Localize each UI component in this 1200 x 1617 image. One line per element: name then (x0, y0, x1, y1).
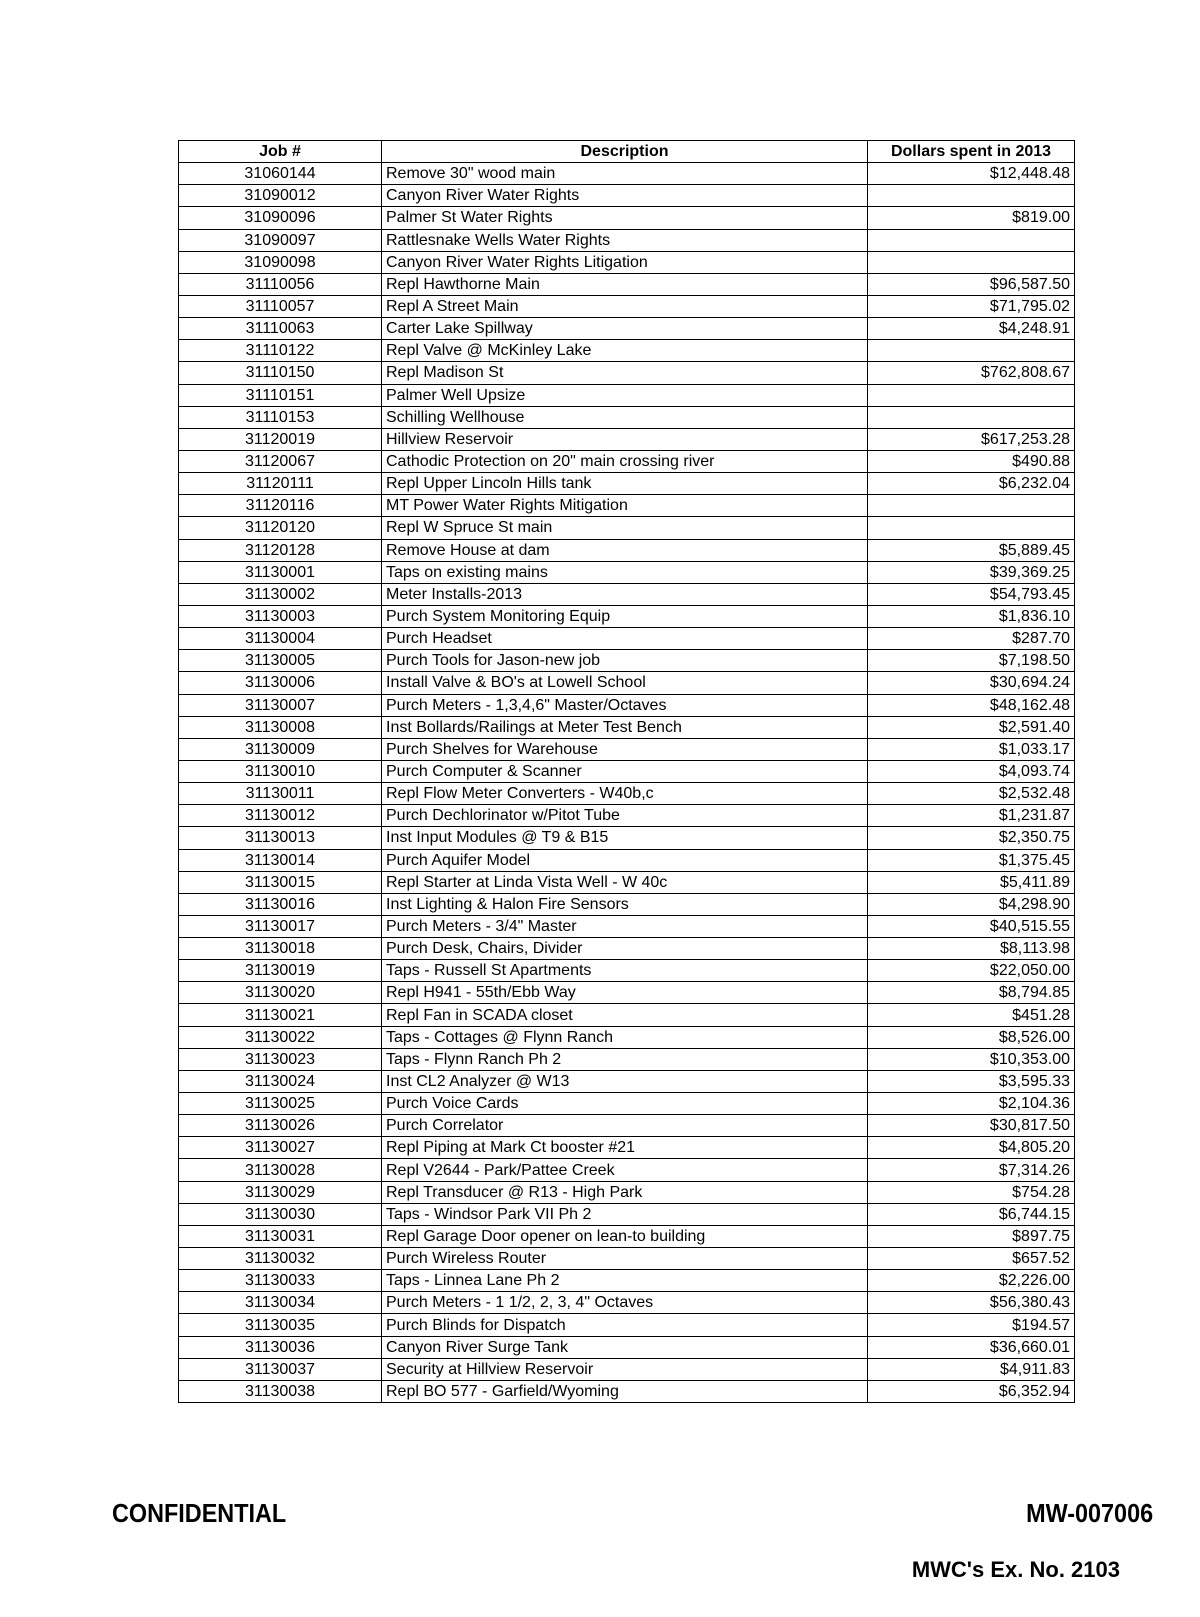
description-cell: Remove House at dam (382, 539, 868, 561)
table-row (179, 1137, 1075, 1159)
dollars-cell (868, 251, 1075, 273)
dollars-cell: $1,033.17 (868, 738, 1075, 760)
description-cell: Repl BO 577 - Garfield/Wyoming (382, 1380, 868, 1402)
table-row (179, 583, 1075, 605)
description-cell: MT Power Water Rights Mitigation (382, 495, 868, 517)
description-cell: Repl Upper Lincoln Hills tank (382, 473, 868, 495)
description-cell: Security at Hillview Reservoir (382, 1358, 868, 1380)
job-number-cell: 31130019 (179, 960, 382, 982)
job-number-cell: 31130010 (179, 760, 382, 782)
job-number-cell: 31060144 (179, 163, 382, 185)
dollars-cell: $2,591.40 (868, 716, 1075, 738)
document-id: MW-007006 (1026, 1498, 1153, 1528)
job-number-cell: 31130023 (179, 1048, 382, 1070)
description-cell: Canyon River Water Rights Litigation (382, 251, 868, 273)
job-number-cell: 31120019 (179, 428, 382, 450)
dollars-cell (868, 495, 1075, 517)
table-row (179, 938, 1075, 960)
table-row (179, 1314, 1075, 1336)
table-row (179, 672, 1075, 694)
table-row (179, 207, 1075, 229)
table-row (179, 295, 1075, 317)
dollars-cell: $5,411.89 (868, 871, 1075, 893)
dollars-cell: $3,595.33 (868, 1070, 1075, 1092)
table-row (179, 960, 1075, 982)
table-row (179, 1181, 1075, 1203)
dollars-cell: $897.75 (868, 1225, 1075, 1247)
job-number-cell: 31130014 (179, 849, 382, 871)
job-number-cell: 31130007 (179, 694, 382, 716)
description-cell: Taps - Linnea Lane Ph 2 (382, 1270, 868, 1292)
dollars-cell: $4,805.20 (868, 1137, 1075, 1159)
description-cell: Repl Madison St (382, 362, 868, 384)
dollars-cell: $2,226.00 (868, 1270, 1075, 1292)
job-number-cell: 31130032 (179, 1248, 382, 1270)
description-cell: Purch System Monitoring Equip (382, 605, 868, 627)
dollars-cell: $40,515.55 (868, 915, 1075, 937)
description-cell: Remove 30" wood main (382, 163, 868, 185)
job-number-cell: 31110151 (179, 384, 382, 406)
dollars-cell: $54,793.45 (868, 583, 1075, 605)
table-row (179, 450, 1075, 472)
job-number-cell: 31120067 (179, 450, 382, 472)
job-number-cell: 31130029 (179, 1181, 382, 1203)
description-cell: Purch Meters - 3/4" Master (382, 915, 868, 937)
table-row (179, 1248, 1075, 1270)
table-row (179, 982, 1075, 1004)
table-row (179, 915, 1075, 937)
table-row (179, 1292, 1075, 1314)
table-row (179, 628, 1075, 650)
dollars-cell (868, 517, 1075, 539)
job-number-cell: 31130020 (179, 982, 382, 1004)
table-row (179, 827, 1075, 849)
table-row (179, 805, 1075, 827)
table-body (179, 163, 1075, 1403)
description-cell: Repl Starter at Linda Vista Well - W 40c (382, 871, 868, 893)
description-cell: Repl H941 - 55th/Ebb Way (382, 982, 868, 1004)
description-cell: Taps - Russell St Apartments (382, 960, 868, 982)
job-number-cell: 31130008 (179, 716, 382, 738)
job-number-cell: 31130001 (179, 561, 382, 583)
description-cell: Palmer St Water Rights (382, 207, 868, 229)
job-number-cell: 31130030 (179, 1203, 382, 1225)
header-dollars-spent: Dollars spent in 2013 (868, 141, 1075, 163)
dollars-cell: $4,248.91 (868, 318, 1075, 340)
table-row (179, 163, 1075, 185)
description-cell: Purch Wireless Router (382, 1248, 868, 1270)
table-row (179, 849, 1075, 871)
dollars-cell: $8,113.98 (868, 938, 1075, 960)
description-cell: Hillview Reservoir (382, 428, 868, 450)
dollars-cell: $96,587.50 (868, 273, 1075, 295)
job-number-cell: 31120111 (179, 473, 382, 495)
description-cell: Cathodic Protection on 20" main crossing river (382, 450, 868, 472)
job-number-cell: 31120116 (179, 495, 382, 517)
job-number-cell: 31130015 (179, 871, 382, 893)
job-number-cell: 31110063 (179, 318, 382, 340)
table-row (179, 738, 1075, 760)
description-cell: Canyon River Water Rights (382, 185, 868, 207)
job-number-cell: 31130009 (179, 738, 382, 760)
confidential-label: CONFIDENTIAL (112, 1498, 287, 1528)
job-number-cell: 31130025 (179, 1093, 382, 1115)
job-number-cell: 31130024 (179, 1070, 382, 1092)
description-cell: Purch Headset (382, 628, 868, 650)
table-row (179, 650, 1075, 672)
dollars-cell (868, 384, 1075, 406)
table-row (179, 229, 1075, 251)
table-row (179, 185, 1075, 207)
table-row (179, 1203, 1075, 1225)
table-row (179, 1004, 1075, 1026)
description-cell: Canyon River Surge Tank (382, 1336, 868, 1358)
description-cell: Repl Hawthorne Main (382, 273, 868, 295)
table-row (179, 893, 1075, 915)
header-job-number: Job # (179, 141, 382, 163)
description-cell: Palmer Well Upsize (382, 384, 868, 406)
dollars-cell: $10,353.00 (868, 1048, 1075, 1070)
job-number-cell: 31130018 (179, 938, 382, 960)
job-number-cell: 31120120 (179, 517, 382, 539)
table-row (179, 517, 1075, 539)
job-number-cell: 31130003 (179, 605, 382, 627)
job-number-cell: 31130021 (179, 1004, 382, 1026)
description-cell: Taps - Windsor Park VII Ph 2 (382, 1203, 868, 1225)
dollars-cell: $490.88 (868, 450, 1075, 472)
job-number-cell: 31130037 (179, 1358, 382, 1380)
job-number-cell: 31130002 (179, 583, 382, 605)
dollars-cell: $754.28 (868, 1181, 1075, 1203)
table-row (179, 605, 1075, 627)
dollars-cell: $4,093.74 (868, 760, 1075, 782)
table-row (179, 362, 1075, 384)
header-description: Description (382, 141, 868, 163)
dollars-cell: $1,836.10 (868, 605, 1075, 627)
dollars-cell: $39,369.25 (868, 561, 1075, 583)
job-number-cell: 31130033 (179, 1270, 382, 1292)
dollars-cell: $1,375.45 (868, 849, 1075, 871)
table-row (179, 1159, 1075, 1181)
description-cell: Schilling Wellhouse (382, 406, 868, 428)
dollars-cell: $451.28 (868, 1004, 1075, 1026)
table-row (179, 1336, 1075, 1358)
description-cell: Install Valve & BO's at Lowell School (382, 672, 868, 694)
description-cell: Purch Computer & Scanner (382, 760, 868, 782)
dollars-cell: $12,448.48 (868, 163, 1075, 185)
description-cell: Inst CL2 Analyzer @ W13 (382, 1070, 868, 1092)
table-row (179, 251, 1075, 273)
dollars-cell: $4,911.83 (868, 1358, 1075, 1380)
dollars-cell (868, 185, 1075, 207)
job-number-cell: 31130035 (179, 1314, 382, 1336)
description-cell: Repl V2644 - Park/Pattee Creek (382, 1159, 868, 1181)
description-cell: Rattlesnake Wells Water Rights (382, 229, 868, 251)
job-number-cell: 31130031 (179, 1225, 382, 1247)
job-number-cell: 31120128 (179, 539, 382, 561)
dollars-cell: $657.52 (868, 1248, 1075, 1270)
description-cell: Repl Flow Meter Converters - W40b,c (382, 783, 868, 805)
description-cell: Purch Shelves for Warehouse (382, 738, 868, 760)
job-cost-table (178, 140, 1075, 1403)
dollars-cell: $4,298.90 (868, 893, 1075, 915)
job-number-cell: 31090096 (179, 207, 382, 229)
job-number-cell: 31130028 (179, 1159, 382, 1181)
description-cell: Purch Correlator (382, 1115, 868, 1137)
description-cell: Repl Valve @ McKinley Lake (382, 340, 868, 362)
dollars-cell: $8,794.85 (868, 982, 1075, 1004)
dollars-cell: $194.57 (868, 1314, 1075, 1336)
dollars-cell: $71,795.02 (868, 295, 1075, 317)
dollars-cell: $2,350.75 (868, 827, 1075, 849)
job-number-cell: 31130034 (179, 1292, 382, 1314)
table-row (179, 273, 1075, 295)
job-number-cell: 31130026 (179, 1115, 382, 1137)
description-cell: Repl W Spruce St main (382, 517, 868, 539)
dollars-cell: $2,104.36 (868, 1093, 1075, 1115)
description-cell: Repl Garage Door opener on lean-to building (382, 1225, 868, 1247)
table-row (179, 384, 1075, 406)
job-number-cell: 31130011 (179, 783, 382, 805)
table-row (179, 1380, 1075, 1402)
table-row (179, 561, 1075, 583)
table-row (179, 1225, 1075, 1247)
description-cell: Purch Blinds for Dispatch (382, 1314, 868, 1336)
job-number-cell: 31110150 (179, 362, 382, 384)
job-number-cell: 31130016 (179, 893, 382, 915)
table-row (179, 406, 1075, 428)
table-row (179, 871, 1075, 893)
dollars-cell: $30,817.50 (868, 1115, 1075, 1137)
table-row (179, 340, 1075, 362)
description-cell: Taps - Cottages @ Flynn Ranch (382, 1026, 868, 1048)
description-cell: Purch Dechlorinator w/Pitot Tube (382, 805, 868, 827)
description-cell: Purch Tools for Jason-new job (382, 650, 868, 672)
dollars-cell: $5,889.45 (868, 539, 1075, 561)
description-cell: Purch Voice Cards (382, 1093, 868, 1115)
description-cell: Carter Lake Spillway (382, 318, 868, 340)
description-cell: Repl Transducer @ R13 - High Park (382, 1181, 868, 1203)
exhibit-number: MWC's Ex. No. 2103 (911, 1557, 1120, 1582)
dollars-cell: $819.00 (868, 207, 1075, 229)
table-row (179, 1093, 1075, 1115)
description-cell: Purch Meters - 1 1/2, 2, 3, 4" Octaves (382, 1292, 868, 1314)
job-number-cell: 31090097 (179, 229, 382, 251)
dollars-cell: $30,694.24 (868, 672, 1075, 694)
table-row (179, 318, 1075, 340)
job-number-cell: 31110153 (179, 406, 382, 428)
dollars-cell: $22,050.00 (868, 960, 1075, 982)
table-row (179, 1070, 1075, 1092)
table-row (179, 1270, 1075, 1292)
dollars-cell: $8,526.00 (868, 1026, 1075, 1048)
dollars-cell: $36,660.01 (868, 1336, 1075, 1358)
description-cell: Inst Bollards/Railings at Meter Test Bench (382, 716, 868, 738)
table-row (179, 760, 1075, 782)
description-cell: Purch Meters - 1,3,4,6" Master/Octaves (382, 694, 868, 716)
table-row (179, 716, 1075, 738)
description-cell: Taps on existing mains (382, 561, 868, 583)
table-row (179, 1048, 1075, 1070)
table-row (179, 495, 1075, 517)
dollars-cell (868, 229, 1075, 251)
job-number-cell: 31090098 (179, 251, 382, 273)
job-number-cell: 31130036 (179, 1336, 382, 1358)
description-cell: Inst Input Modules @ T9 & B15 (382, 827, 868, 849)
dollars-cell: $6,232.04 (868, 473, 1075, 495)
description-cell: Taps - Flynn Ranch Ph 2 (382, 1048, 868, 1070)
description-cell: Repl A Street Main (382, 295, 868, 317)
dollars-cell: $48,162.48 (868, 694, 1075, 716)
table-row (179, 473, 1075, 495)
dollars-cell: $56,380.43 (868, 1292, 1075, 1314)
dollars-cell: $6,352.94 (868, 1380, 1075, 1402)
description-cell: Meter Installs-2013 (382, 583, 868, 605)
dollars-cell: $617,253.28 (868, 428, 1075, 450)
table-header-row (179, 141, 1075, 163)
job-number-cell: 31090012 (179, 185, 382, 207)
description-cell: Repl Piping at Mark Ct booster #21 (382, 1137, 868, 1159)
job-number-cell: 31130013 (179, 827, 382, 849)
table-row (179, 694, 1075, 716)
dollars-cell (868, 406, 1075, 428)
table-row (179, 428, 1075, 450)
job-number-cell: 31130012 (179, 805, 382, 827)
dollars-cell: $1,231.87 (868, 805, 1075, 827)
job-number-cell: 31130027 (179, 1137, 382, 1159)
table-row (179, 1358, 1075, 1380)
dollars-cell (868, 340, 1075, 362)
dollars-cell: $6,744.15 (868, 1203, 1075, 1225)
table-row (179, 1115, 1075, 1137)
job-number-cell: 31110122 (179, 340, 382, 362)
table-row (179, 783, 1075, 805)
job-number-cell: 31130017 (179, 915, 382, 937)
dollars-cell: $7,198.50 (868, 650, 1075, 672)
job-number-cell: 31130004 (179, 628, 382, 650)
description-cell: Purch Aquifer Model (382, 849, 868, 871)
dollars-cell: $287.70 (868, 628, 1075, 650)
description-cell: Repl Fan in SCADA closet (382, 1004, 868, 1026)
job-number-cell: 31130022 (179, 1026, 382, 1048)
job-number-cell: 31110056 (179, 273, 382, 295)
job-number-cell: 31130006 (179, 672, 382, 694)
job-number-cell: 31110057 (179, 295, 382, 317)
description-cell: Inst Lighting & Halon Fire Sensors (382, 893, 868, 915)
table-row (179, 1026, 1075, 1048)
job-number-cell: 31130005 (179, 650, 382, 672)
description-cell: Purch Desk, Chairs, Divider (382, 938, 868, 960)
table-row (179, 539, 1075, 561)
job-number-cell: 31130038 (179, 1380, 382, 1402)
dollars-cell: $7,314.26 (868, 1159, 1075, 1181)
dollars-cell: $2,532.48 (868, 783, 1075, 805)
dollars-cell: $762,808.67 (868, 362, 1075, 384)
